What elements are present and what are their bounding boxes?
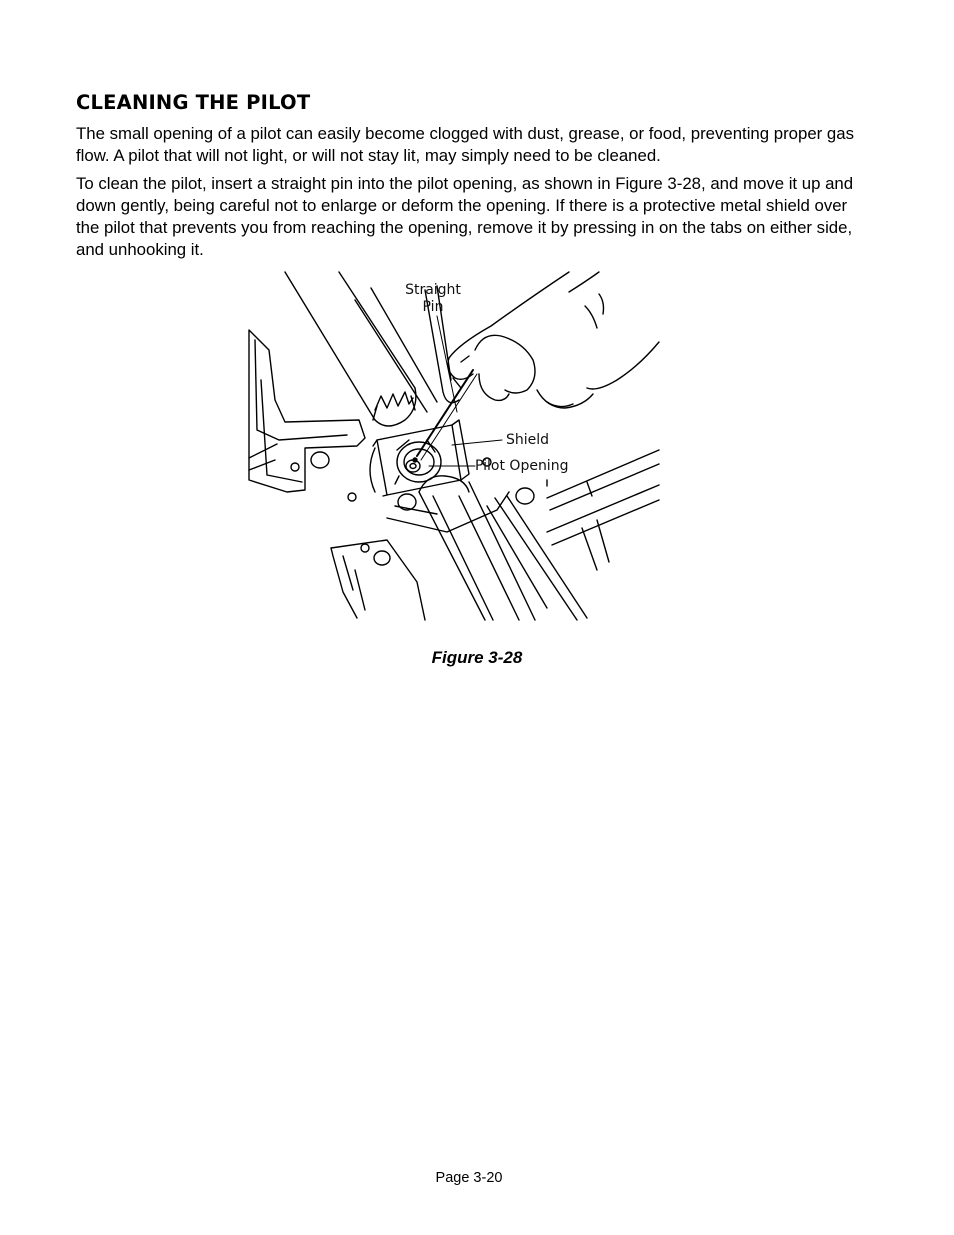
label-pilot-opening: Pilot Opening: [475, 458, 569, 474]
paragraph-intro: The small opening of a pilot can easily become clogged with dust, grease, or food, preventing proper gas flow. A pilot that will not light, or will not stay lit, may simply need to be cleaned.: [76, 124, 854, 165]
label-straight-pin-line1: Straight: [405, 282, 461, 298]
pilot-shield: [370, 420, 469, 496]
label-straight-pin-line2: Pin: [422, 299, 444, 315]
hand-illustration: [448, 272, 659, 408]
section-heading: CLEANING THE PILOT: [76, 91, 311, 114]
burner-tube-bottom: [419, 476, 587, 620]
straight-pin: [413, 370, 477, 462]
figure-caption: Figure 3-28: [431, 648, 523, 667]
pilot-cleaning-illustration: [247, 270, 662, 622]
page-number: Page 3-20: [435, 1170, 503, 1186]
paragraph-instructions: To clean the pilot, insert a straight pin into the pilot opening, as shown in Figure 3-28, and move it up and down gently, being careful not to enlarge or deform the opening. If there is a protective metal shield over the pilot that prevents you from reaching the opening, remove it by pressing in on the tabs on either side, and unhooking it.: [76, 174, 854, 259]
label-shield: Shield: [506, 432, 550, 448]
burner-bracket-bottom: [331, 458, 534, 620]
burner-bracket-left: [249, 330, 365, 501]
